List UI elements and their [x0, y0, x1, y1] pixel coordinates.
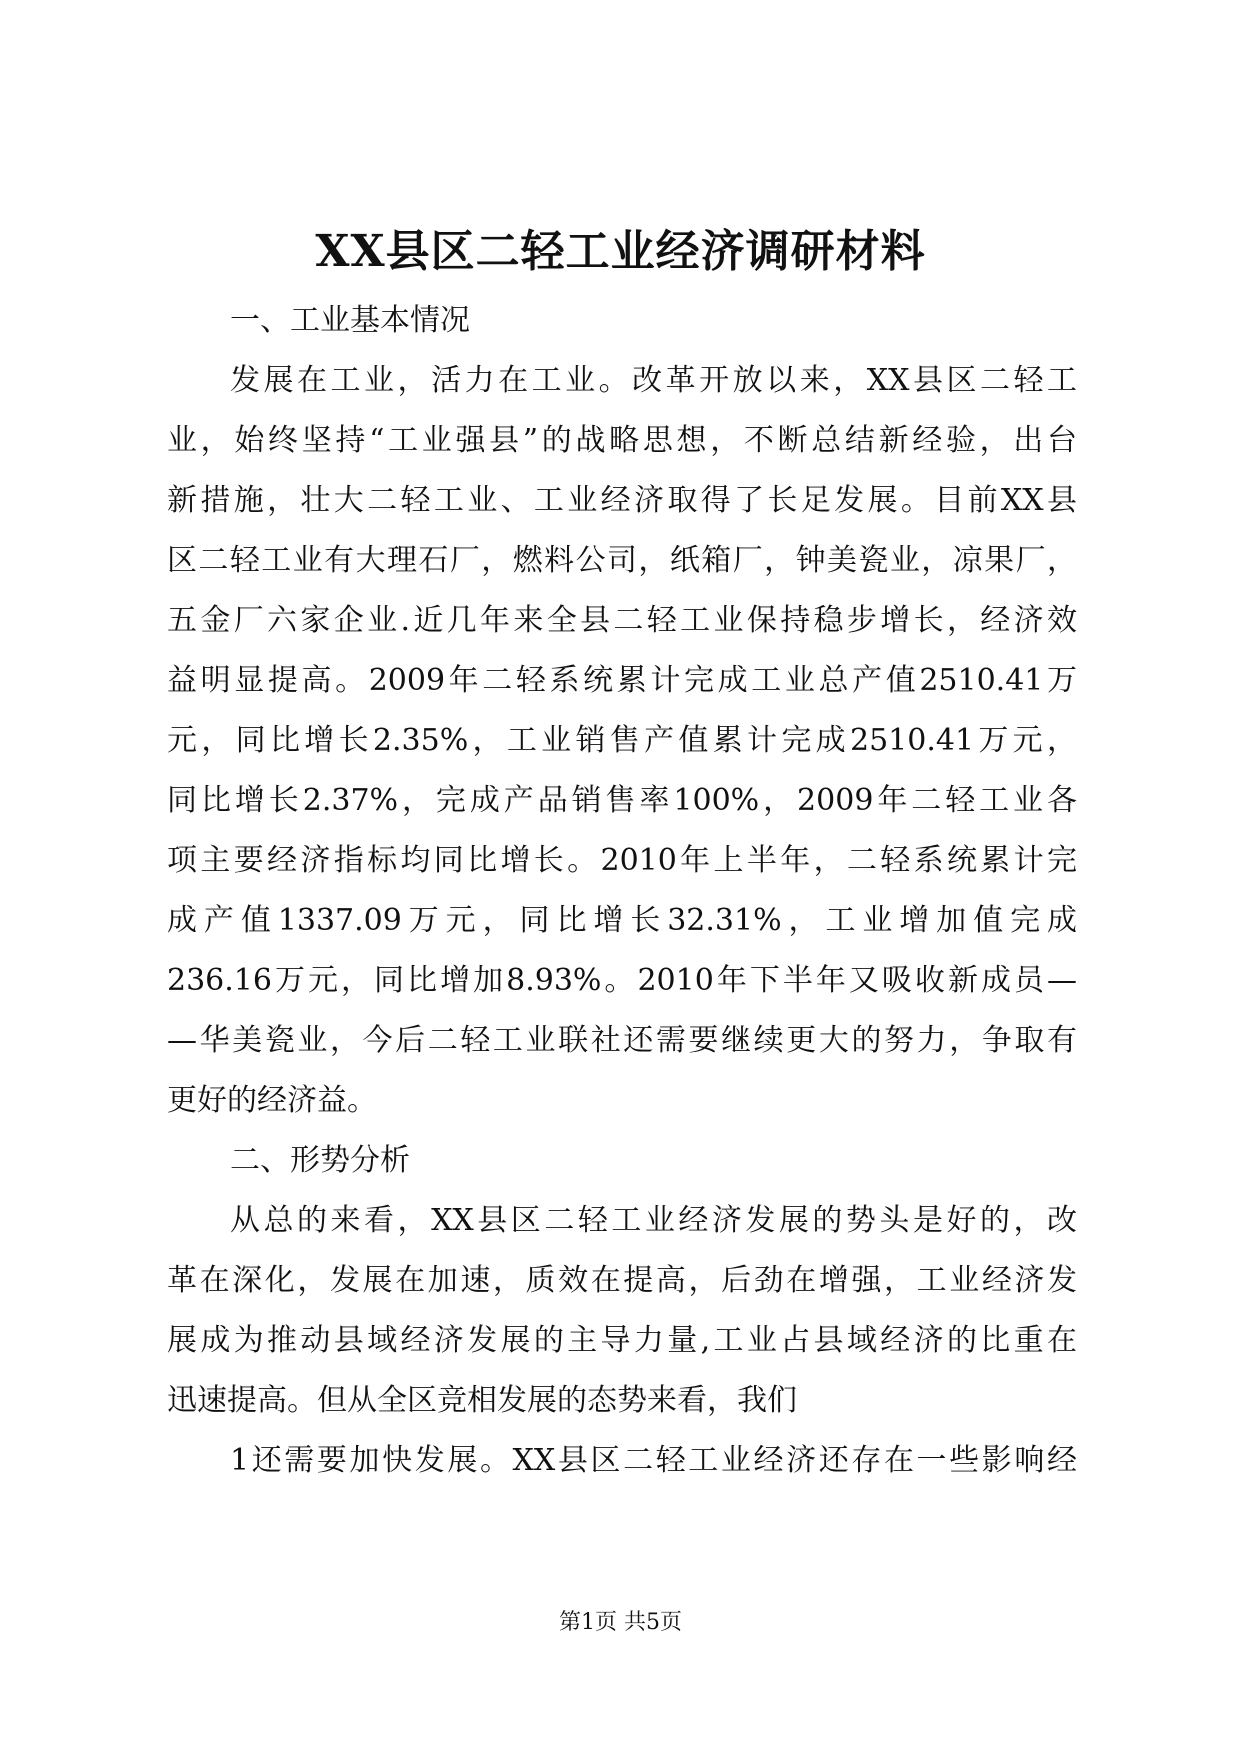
section-heading-1: 一、工业基本情况 [230, 303, 470, 338]
paragraph-line: 益明显提高。2009年二轻系统累计完成工业总产值2510.41万 [167, 663, 1077, 698]
paragraph-line: 新措施，壮大二轻工业、工业经济取得了长足发展。目前XX县 [167, 483, 1077, 518]
paragraph-line: 迅速提高。但从全区竞相发展的态势来看，我们 [167, 1383, 797, 1418]
paragraph-line: 五金厂六家企业.近几年来全县二轻工业保持稳步增长，经济效 [167, 603, 1077, 638]
paragraph-line: 236.16万元，同比增加8.93%。2010年下半年又吸收新成员— [167, 963, 1077, 998]
paragraph-line: 发展在工业，活力在工业。改革开放以来，XX县区二轻工 [230, 363, 1077, 398]
section-heading-2: 二、形势分析 [230, 1143, 410, 1178]
paragraph-line: —华美瓷业，今后二轻工业联社还需要继续更大的努力，争取有 [167, 1023, 1077, 1058]
paragraph-line: 更好的经济益。 [167, 1083, 377, 1118]
paragraph-line: 革在深化，发展在加速，质效在提高，后劲在增强，工业经济发 [167, 1263, 1077, 1298]
paragraph-line: 元，同比增长2.35%，工业销售产值累计完成2510.41万元， [167, 723, 1077, 758]
page-number-footer: 第1页 共5页 [559, 1610, 682, 1635]
paragraph-line: 业，始终坚持“工业强县”的战略思想，不断总结新经验，出台 [167, 423, 1077, 458]
paragraph-line: 区二轻工业有大理石厂，燃料公司，纸箱厂，钟美瓷业，凉果厂， [167, 543, 1077, 578]
paragraph-line: 1还需要加快发展。XX县区二轻工业经济还存在一些影响经 [230, 1443, 1077, 1478]
document-body [167, 291, 1077, 1491]
paragraph-line: 展成为推动县域经济发展的主导力量,工业占县域经济的比重在 [167, 1323, 1077, 1358]
document-title: XX县区二轻工业经济调研材料 [315, 226, 926, 277]
paragraph-line: 同比增长2.37%，完成产品销售率100%，2009年二轻工业各 [167, 783, 1077, 818]
paragraph-line: 从总的来看，XX县区二轻工业经济发展的势头是好的，改 [230, 1203, 1077, 1238]
paragraph-line: 项主要经济指标均同比增长。2010年上半年，二轻系统累计完 [167, 843, 1077, 878]
paragraph-line: 成产值1337.09万元，同比增长32.31%，工业增加值完成 [167, 903, 1077, 938]
